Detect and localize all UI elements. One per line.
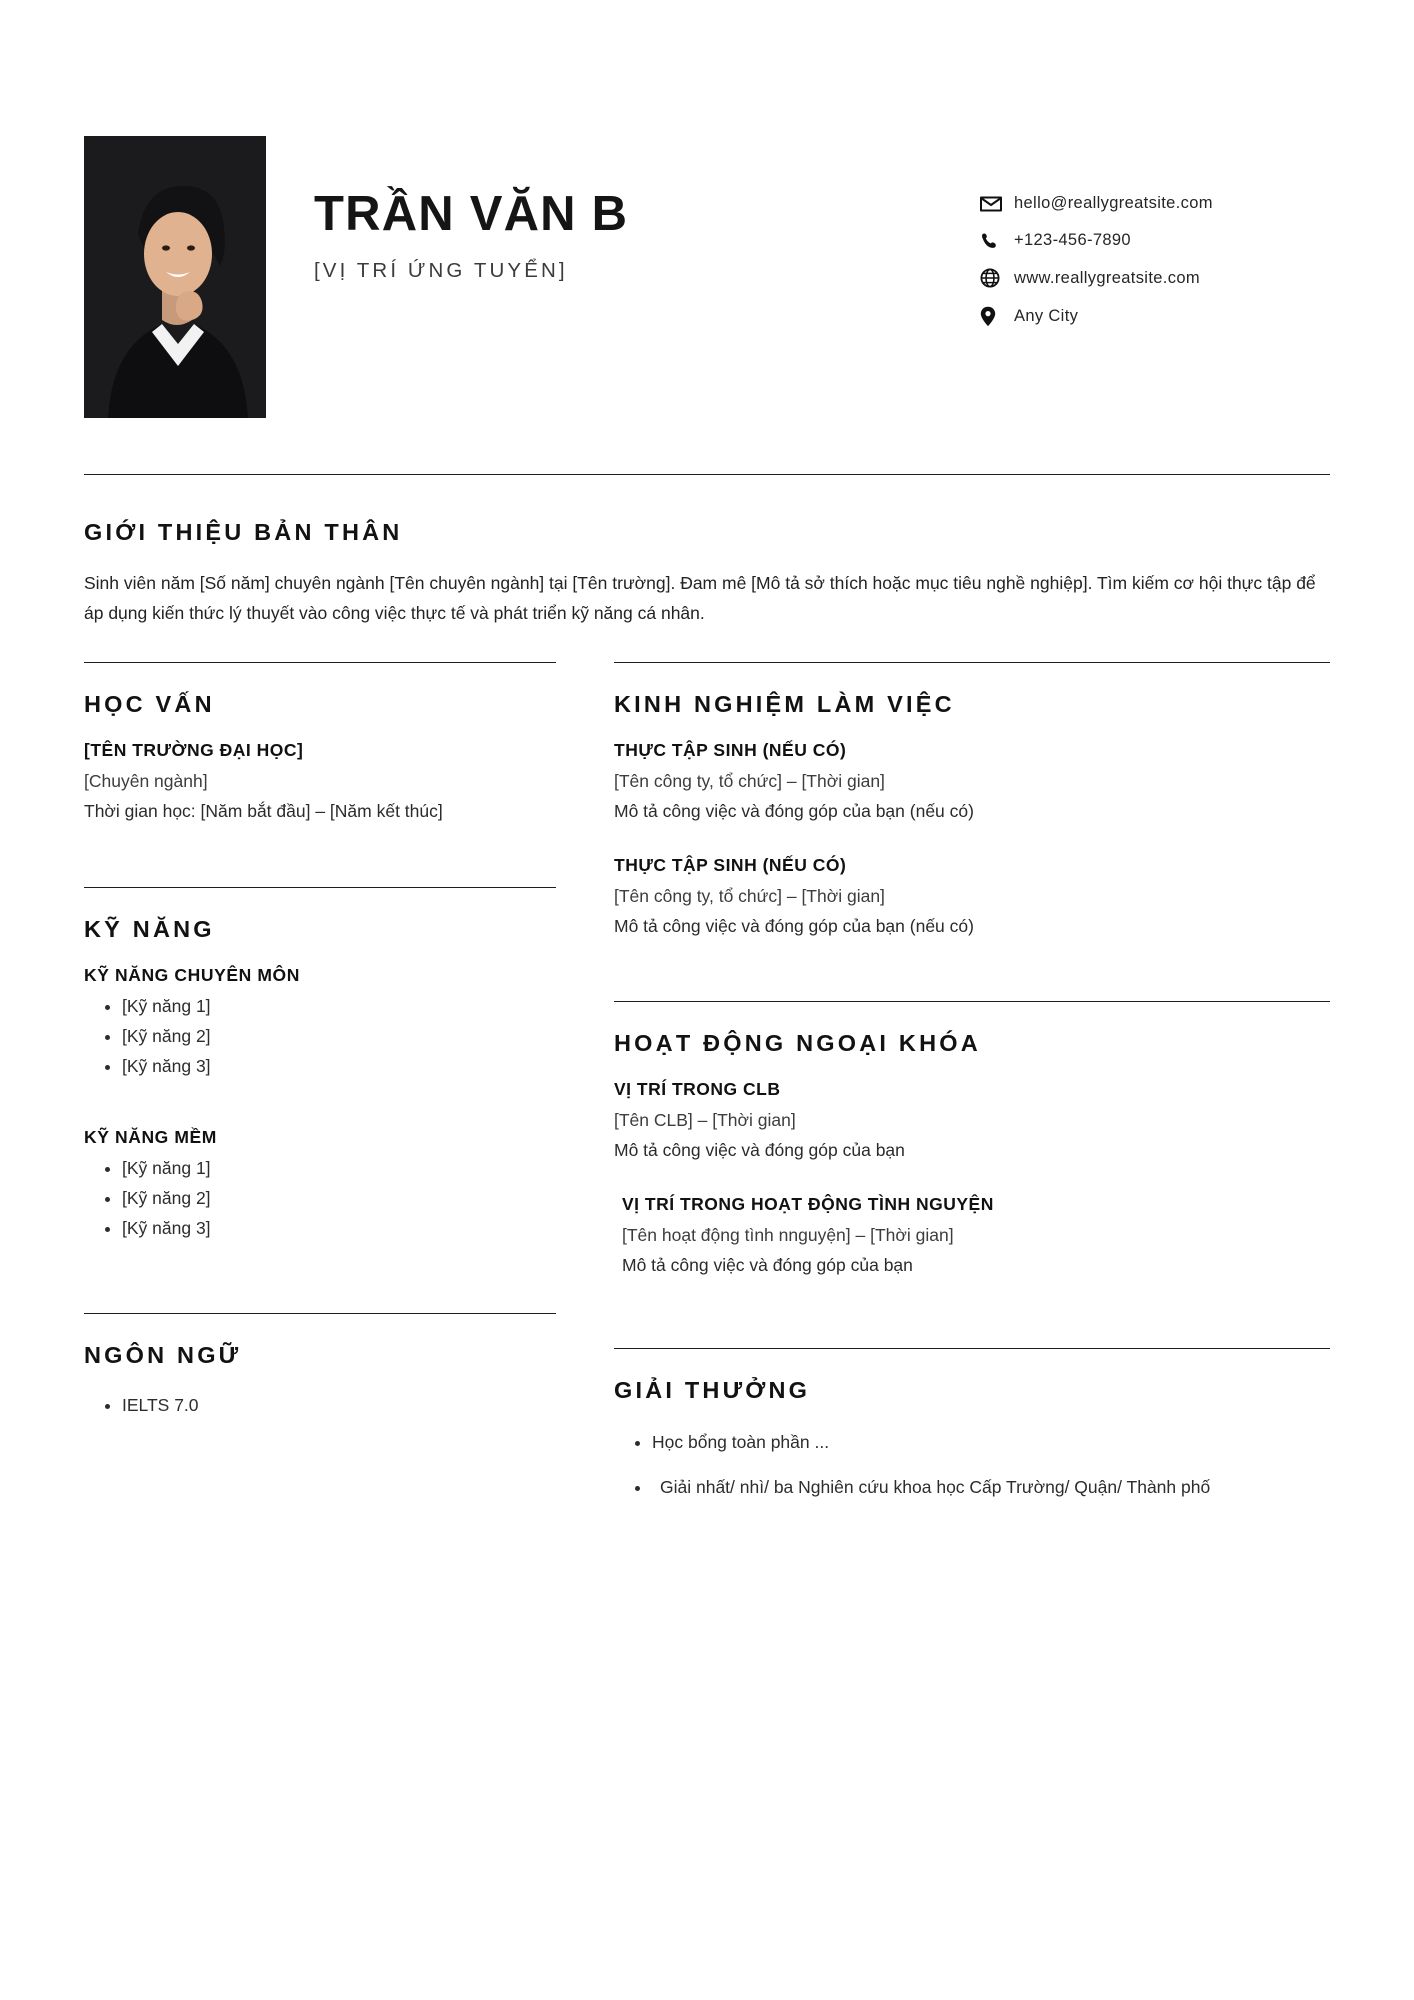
activities-section	[614, 1001, 1330, 1278]
avatar	[84, 136, 266, 418]
languages-section	[84, 1313, 564, 1419]
list-item: • [Kỹ năng 2]	[122, 1184, 564, 1212]
education-entry	[84, 740, 564, 825]
experience-section	[614, 662, 1330, 939]
activities-title: HOẠT ĐỘNG NGOẠI KHÓA	[614, 1030, 981, 1057]
contact-list	[980, 136, 1330, 327]
activities-desc: Mô tả công việc và đóng góp của bạn	[614, 1140, 905, 1161]
left-column	[84, 662, 564, 1507]
list-item: • [Kỹ năng 3]	[122, 1214, 564, 1242]
contact-website[interactable]	[980, 268, 1320, 288]
experience-desc: Mô tả công việc và đóng góp của bạn (nếu có)	[614, 801, 974, 822]
awards-title: GIẢI THƯỞNG	[614, 1377, 811, 1404]
activities-meta: [Tên hoạt động tình nnguyện] – [Thời gian]	[622, 1224, 954, 1245]
awards-list	[614, 1426, 1330, 1505]
experience-role: THỰC TẬP SINH (NẾU CÓ)	[614, 740, 847, 761]
skills-section	[84, 887, 564, 1243]
skills-group-soft-label: KỸ NĂNG MỀM	[84, 1126, 217, 1147]
job-title: [VỊ TRÍ ỨNG TUYỂN]	[314, 258, 568, 282]
skills-title: KỸ NĂNG	[84, 915, 215, 942]
education-major: [Chuyên ngành]	[84, 771, 208, 792]
languages-title: NGÔN NGỮ	[84, 1341, 242, 1368]
education-section	[84, 662, 564, 825]
awards-divider	[614, 1348, 1330, 1349]
resume-header	[0, 0, 1414, 418]
activities-desc: Mô tả công việc và đóng góp của bạn	[622, 1254, 913, 1275]
contact-location[interactable]	[980, 306, 1320, 327]
skills-divider	[84, 887, 556, 888]
globe-icon	[980, 268, 1014, 288]
activities-role: VỊ TRÍ TRONG CLB	[614, 1079, 781, 1100]
experience-desc: Mô tả công việc và đóng góp của bạn (nếu có)	[614, 915, 974, 936]
contact-phone-text: +123-456-7890	[1014, 231, 1131, 249]
skills-soft-list	[84, 1154, 564, 1243]
resume-columns	[0, 662, 1414, 1507]
list-item: • IELTS 7.0	[122, 1391, 564, 1419]
page-title: TRẦN VĂN B	[314, 187, 629, 241]
contact-phone[interactable]	[980, 231, 1320, 250]
list-item: • Học bổng toàn phần ...	[652, 1426, 1330, 1459]
languages-list	[84, 1391, 564, 1419]
skills-hard-list	[84, 992, 564, 1081]
summary-section	[0, 475, 1414, 628]
education-period: Thời gian học: [Năm bắt đầu] – [Năm kết thúc]	[84, 801, 443, 822]
education-title: HỌC VẤN	[84, 691, 215, 718]
contact-location-text: Any City	[1014, 307, 1079, 325]
experience-entry	[614, 855, 1330, 940]
activities-divider	[614, 1001, 1330, 1002]
education-divider	[84, 662, 556, 663]
right-column	[614, 662, 1330, 1507]
contact-email-text: hello@reallygreatsite.com	[1014, 194, 1213, 212]
name-block	[266, 136, 980, 283]
activities-meta: [Tên CLB] – [Thời gian]	[614, 1110, 796, 1131]
envelope-icon	[980, 196, 1014, 212]
list-item: • [Kỹ năng 3]	[122, 1052, 564, 1080]
activities-entry	[614, 1079, 1330, 1164]
languages-divider	[84, 1313, 556, 1314]
skills-group-hard	[84, 965, 564, 1081]
list-item: • [Kỹ năng 1]	[122, 1154, 564, 1182]
phone-icon	[980, 232, 1014, 250]
contact-website-text: www.reallygreatsite.com	[1014, 268, 1200, 287]
experience-entry	[614, 740, 1330, 825]
activities-entry	[614, 1194, 1330, 1279]
list-item: • [Kỹ năng 1]	[122, 992, 564, 1020]
experience-divider	[614, 662, 1330, 663]
experience-title: KINH NGHIỆM LÀM VIỆC	[614, 691, 955, 718]
location-pin-icon	[980, 306, 1014, 327]
list-item: • Giải nhất/ nhì/ ba Nghiên cứu khoa học Cấp Trường/ Quận/ Thành phố	[652, 1471, 1330, 1504]
experience-meta: [Tên công ty, tổ chức] – [Thời gian]	[614, 771, 885, 792]
skills-group-hard-label: KỸ NĂNG CHUYÊN MÔN	[84, 964, 300, 985]
education-school: [TÊN TRƯỜNG ĐẠI HỌC]	[84, 740, 304, 761]
summary-text: Sinh viên năm [Số năm] chuyên ngành [Tên chuyên ngành] tại [Tên trường]. Đam mê [Mô tả sở thích hoặc mục tiêu nghề nghiệp]. Tìm kiếm cơ hội thực tập để áp dụng kiến thức lý thuyết vào công việc thực tế và phát triển kỹ năng cá nhân.	[84, 573, 1316, 624]
contact-email[interactable]	[980, 194, 1320, 213]
summary-title: GIỚI THIỆU BẢN THÂN	[84, 519, 403, 545]
awards-section	[614, 1348, 1330, 1505]
activities-role: VỊ TRÍ TRONG HOẠT ĐỘNG TÌNH NGUYỆN	[622, 1193, 994, 1214]
skills-group-soft	[84, 1127, 564, 1243]
experience-meta: [Tên công ty, tổ chức] – [Thời gian]	[614, 885, 885, 906]
experience-role: THỰC TẬP SINH (NẾU CÓ)	[614, 854, 847, 875]
list-item: • [Kỹ năng 2]	[122, 1022, 564, 1050]
